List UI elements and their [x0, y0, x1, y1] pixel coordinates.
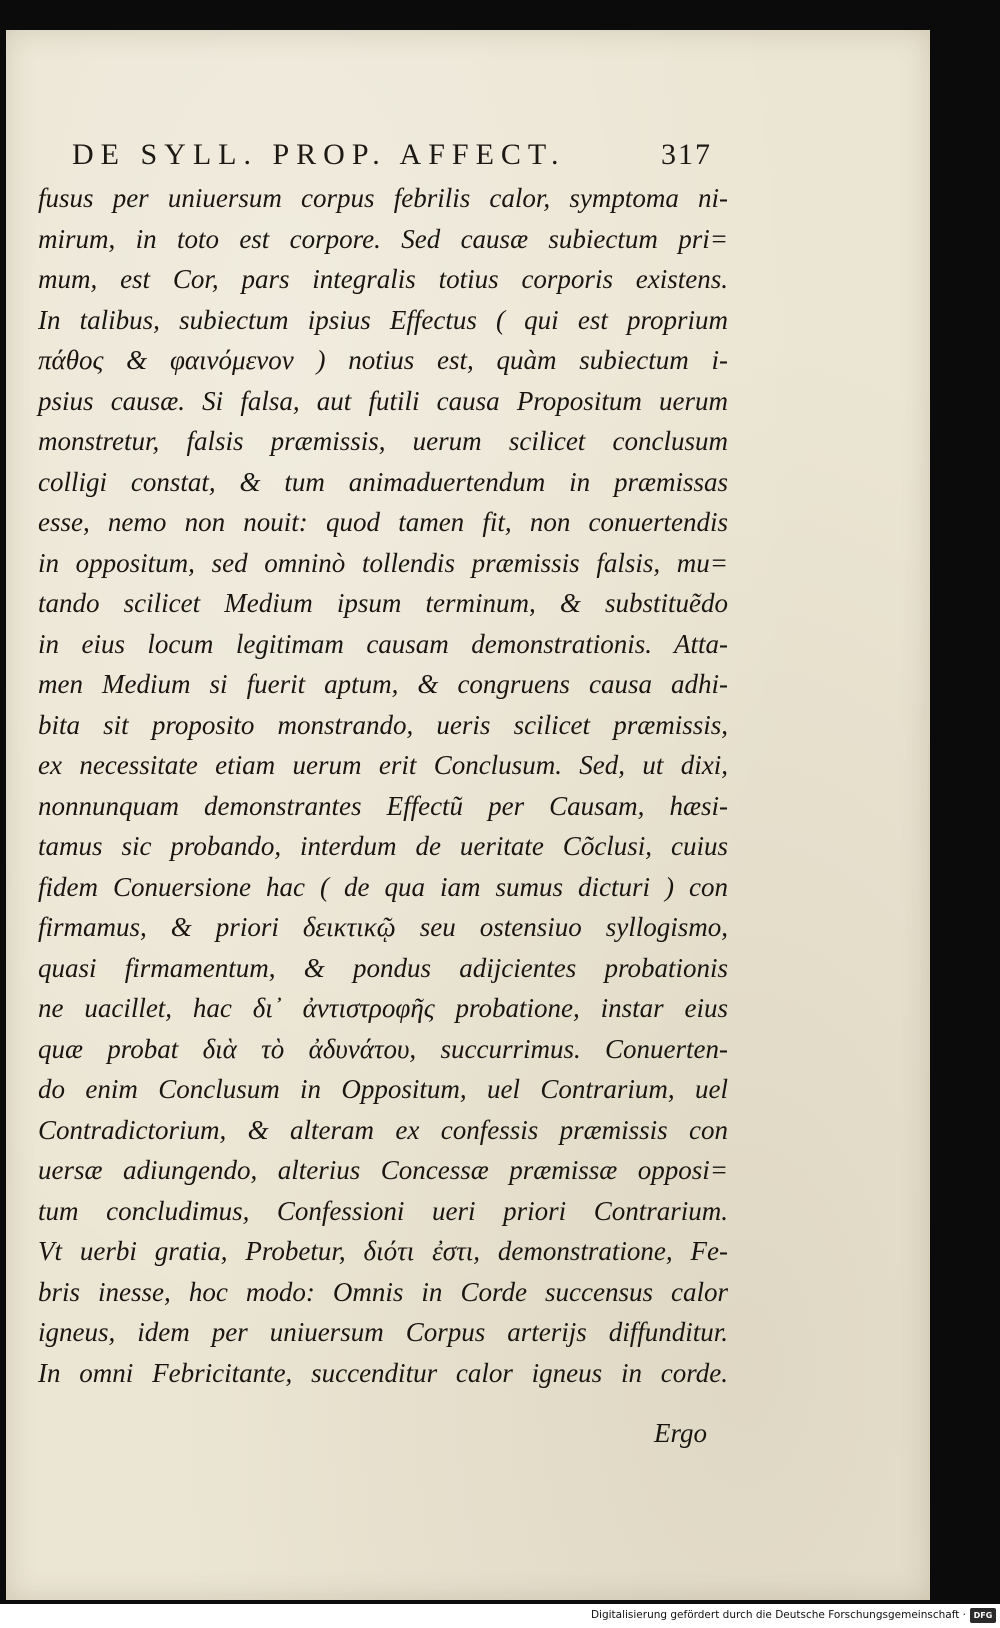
text-line: igneus, idem per uniuersum Corpus arterijs diffunditur. [38, 1317, 728, 1347]
text-line: colligi constat, & tum animaduertendum in præmissas [38, 466, 728, 497]
text-line: mirum, in toto est corpore. Sed causæ subiectum pri= [38, 223, 728, 254]
text-line: psius causæ. Si falsa, aut futili causa Propositum uerum [38, 385, 728, 416]
text-line: πάθος & φαινόμενον ) notius est, quàm subiectum i- [38, 345, 728, 375]
text-line: esse, nemo non nouit: quod tamen fit, non conuertendis [38, 507, 728, 537]
text-line: quæ probat διὰ τὸ ἀδυνάτου, succurrimus. Conuerten- [38, 1033, 728, 1064]
text-line: tum concludimus, Confessioni ueri priori Contrarium. [38, 1195, 728, 1226]
text-line: do enim Conclusum in Oppositum, uel Contrarium, uel [38, 1074, 728, 1104]
running-head [72, 140, 712, 170]
text-line: mum, est Cor, pars integralis totius corporis existens. [38, 264, 728, 294]
text-line: quasi firmamentum, & pondus adijcientes probationis [38, 952, 728, 983]
text-line: men Medium si fuerit aptum, & congruens causa adhi- [38, 669, 728, 699]
text-line: uersæ adiungendo, alterius Concessæ præmissæ opposi= [38, 1155, 728, 1185]
text-block [38, 178, 728, 1393]
text-line: fusus per uniuersum corpus febrilis calor, symptoma ni- [38, 183, 728, 213]
text-line: nonnunquam demonstrantes Effectũ per Causam, hæsi- [38, 790, 728, 821]
text-line: monstretur, falsis præmissis, uerum scilicet conclusum [38, 426, 728, 456]
digitization-footer [0, 1604, 1000, 1628]
text-line: ex necessitate etiam uerum erit Conclusum. Sed, ut dixi, [38, 750, 728, 780]
running-head-title: DE SYLL. PROP. AFFECT. [72, 138, 566, 171]
text-line: fidem Conuersione hac ( de qua iam sumus dicturi ) con [38, 871, 728, 902]
catchword: Ergo [654, 1418, 707, 1448]
text-line: firmamus, & priori δεικτικῷ seu ostensiuo syllogismo, [38, 912, 728, 942]
book-page [6, 30, 930, 1600]
dfg-logo: DFG [970, 1608, 996, 1623]
text-line: bris inesse, hoc modo: Omnis in Corde succensus calor [38, 1276, 728, 1307]
text-line: Vt uerbi gratia, Probetur, διότι ἐστι, demonstratione, Fe- [38, 1236, 728, 1266]
text-line: Contradictorium, & alteram ex confessis præmissis con [38, 1114, 728, 1145]
text-line: In talibus, subiectum ipsius Effectus ( qui est proprium [38, 304, 728, 335]
text-line: ne uacillet, hac δι᾽ ἀντιστροφῆς probatione, instar eius [38, 993, 728, 1023]
funding-credit: Digitalisierung gefördert durch die Deutsche Forschungsgemeinschaft · [590, 1609, 966, 1621]
text-line: In omni Febricitante, succenditur calor igneus in corde. [38, 1357, 728, 1388]
text-line: bita sit proposito monstrando, ueris scilicet præmissis, [38, 709, 728, 740]
text-line: in oppositum, sed omninò tollendis præmissis falsis, mu= [38, 547, 728, 578]
page-number: 317 [661, 138, 712, 171]
text-line: tamus sic probando, interdum de ueritate Cõclusi, cuius [38, 831, 728, 861]
text-line: tando scilicet Medium ipsum terminum, & substituẽdo [38, 588, 728, 618]
text-line: in eius locum legitimam causam demonstrationis. Atta- [38, 628, 728, 659]
